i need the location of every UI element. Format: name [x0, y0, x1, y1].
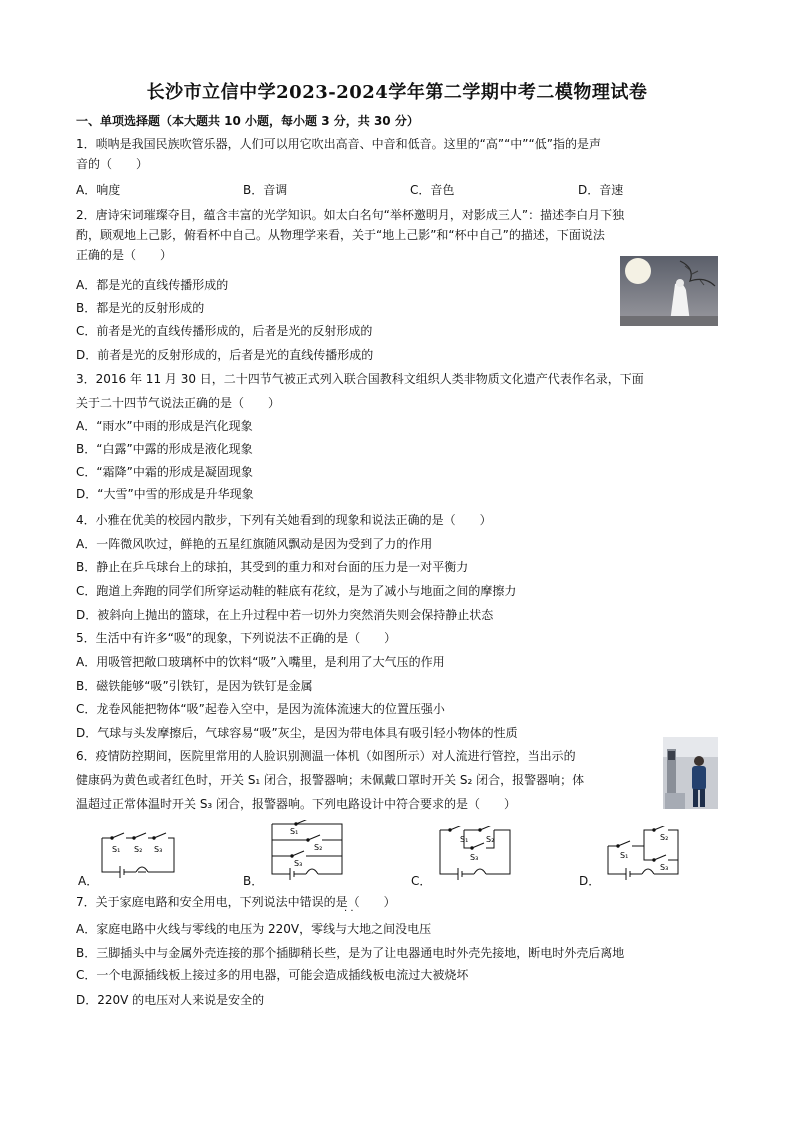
question-3-option-b: B．“白露”中露的形成是液化现象 — [76, 442, 253, 456]
question-1-line-1: 1．唢呐是我国民族吹管乐器，人们可以用它吹出高音、中音和低音。这里的“高”“中”“低”指的是声 — [76, 137, 601, 151]
question-2-line-3: 正确的是（ ） — [76, 248, 173, 262]
section-heading: 一、单项选择题（本大题共 10 小题，每小题 3 分，共 30 分） — [76, 114, 419, 128]
question-3-option-a: A．“雨水”中雨的形成是汽化现象 — [76, 419, 253, 433]
face-recognition-device-photo — [663, 737, 718, 809]
question-5-option-c: C．龙卷风能把物体“吸”起卷入空中，是因为流体流速大的位置压强小 — [76, 702, 445, 716]
question-1-option-b: B．音调 — [243, 183, 288, 197]
question-2-line-2: 酌，顾观地上己影，俯看杯中自己。从物理学来看，关于“地上己影”和“杯中自己”的描述，下面说法 — [76, 228, 605, 242]
switch-s3-label: S₃ — [660, 863, 669, 872]
question-1-option-d: D．音速 — [578, 183, 624, 197]
moonlit-poet-illustration — [620, 256, 718, 326]
switch-s2-label: S₂ — [660, 833, 669, 842]
question-7-option-d: D．220V 的电压对人来说是安全的 — [76, 993, 265, 1007]
question-4-option-d: D．被斜向上抛出的篮球，在上升过程中若一切外力突然消失则会保持静止状态 — [76, 608, 494, 622]
circuit-diagram-c — [436, 826, 516, 884]
question-7-line-1: 7．关于家庭电路和安全用电，下列说法中错误的是（ ） — [76, 895, 396, 909]
question-6-option-c: C． — [411, 874, 432, 888]
switch-s2-label: S₂ — [134, 845, 143, 854]
question-4-option-c: C．跑道上奔跑的同学们所穿运动鞋的鞋底有花纹，是为了减小与地面之间的摩擦力 — [76, 584, 517, 598]
question-6-option-b: B． — [243, 874, 264, 888]
question-1-line-2: 音的（ ） — [76, 157, 149, 171]
question-3-option-d: D．“大雪”中雪的形成是升华现象 — [76, 487, 254, 501]
question-5-option-b: B．磁铁能够“吸”引铁钉，是因为铁钉是金属 — [76, 679, 313, 693]
question-5-option-a: A．用吸管把敞口玻璃杯中的饮料“吸”入嘴里，是利用了大气压的作用 — [76, 655, 445, 669]
switch-s3-label: S₃ — [470, 853, 479, 862]
question-3-line-1: 3．2016 年 11 月 30 日，二十四节气被正式列入联合国教科文组织人类非物质文化遗产代表作名录，下面 — [76, 372, 644, 386]
question-6-line-3: 温超过正常体温时开关 S₃ 闭合，报警器响。下列电路设计中符合要求的是（ ） — [76, 797, 517, 811]
question-2-line-1: 2．唐诗宋词璀璨夺目，蕴含丰富的光学知识。如太白名句“举杯邀明月，对影成三人”：描述李白月下独 — [76, 208, 625, 222]
question-7-option-c: C．一个电源插线板上接过多的用电器，可能会造成插线板电流过大被烧坏 — [76, 968, 469, 982]
question-5-option-d: D．气球与头发摩擦后，气球容易“吸”灰尘，是因为带电体具有吸引轻小物体的性质 — [76, 726, 518, 740]
question-2-option-a: A．都是光的直线传播形成的 — [76, 278, 229, 292]
circuit-diagram-d — [604, 826, 684, 884]
question-6-option-a: A． — [78, 874, 99, 888]
switch-s1-label: S₁ — [112, 845, 121, 854]
switch-s2-label: S₂ — [486, 835, 495, 844]
circuit-diagram-b — [268, 820, 348, 884]
switch-s2-label: S₂ — [314, 843, 323, 852]
switch-s3-label: S₃ — [154, 845, 163, 854]
circuit-diagram-a — [98, 832, 178, 882]
switch-s1-label: S₁ — [460, 835, 469, 844]
question-3-option-c: C．“霜降”中霜的形成是凝固现象 — [76, 465, 253, 479]
question-5-line-1: 5．生活中有许多“吸”的现象，下列说法不正确的是（ ） — [76, 631, 397, 645]
page-title: 长沙市立信中学2023-2024学年第二学期中考二模物理试卷 — [146, 82, 648, 103]
question-7-option-a: A．家庭电路中火线与零线的电压为 220V，零线与大地之间没电压 — [76, 922, 432, 936]
question-3-line-2: 关于二十四节气说法正确的是（ ） — [76, 396, 281, 410]
emphasis-dots: · · — [344, 906, 354, 917]
question-6-line-2: 健康码为黄色或者红色时，开关 S₁ 闭合，报警器响；未佩戴口罩时开关 S₂ 闭合，报警器响；体 — [76, 773, 585, 787]
question-1-option-a: A．响度 — [76, 183, 121, 197]
question-4-option-b: B．静止在乒乓球台上的球拍，其受到的重力和对台面的压力是一对平衡力 — [76, 560, 469, 574]
question-6-line-1: 6．疫情防控期间，医院里常用的人脸识别测温一体机（如图所示）对人流进行管控，当出示的 — [76, 749, 576, 763]
question-1-option-c: C．音色 — [410, 183, 455, 197]
question-7-option-b: B．三脚插头中与金属外壳连接的那个插脚稍长些，是为了让电器通电时外壳先接地，断电时外壳后离地 — [76, 946, 625, 960]
question-6-option-d: D． — [579, 874, 601, 888]
question-2-option-b: B．都是光的反射形成的 — [76, 301, 205, 315]
switch-s1-label: S₁ — [620, 851, 629, 860]
question-4-line-1: 4．小雅在优美的校园内散步，下列有关她看到的现象和说法正确的是（ ） — [76, 513, 492, 527]
switch-s1-label: S₁ — [290, 827, 299, 836]
switch-s3-label: S₃ — [294, 859, 303, 868]
question-4-option-a: A．一阵微风吹过，鲜艳的五星红旗随风飘动是因为受到了力的作用 — [76, 537, 433, 551]
question-2-option-d: D．前者是光的反射形成的，后者是光的直线传播形成的 — [76, 348, 374, 362]
question-2-option-c: C．前者是光的直线传播形成的，后者是光的反射形成的 — [76, 324, 373, 338]
